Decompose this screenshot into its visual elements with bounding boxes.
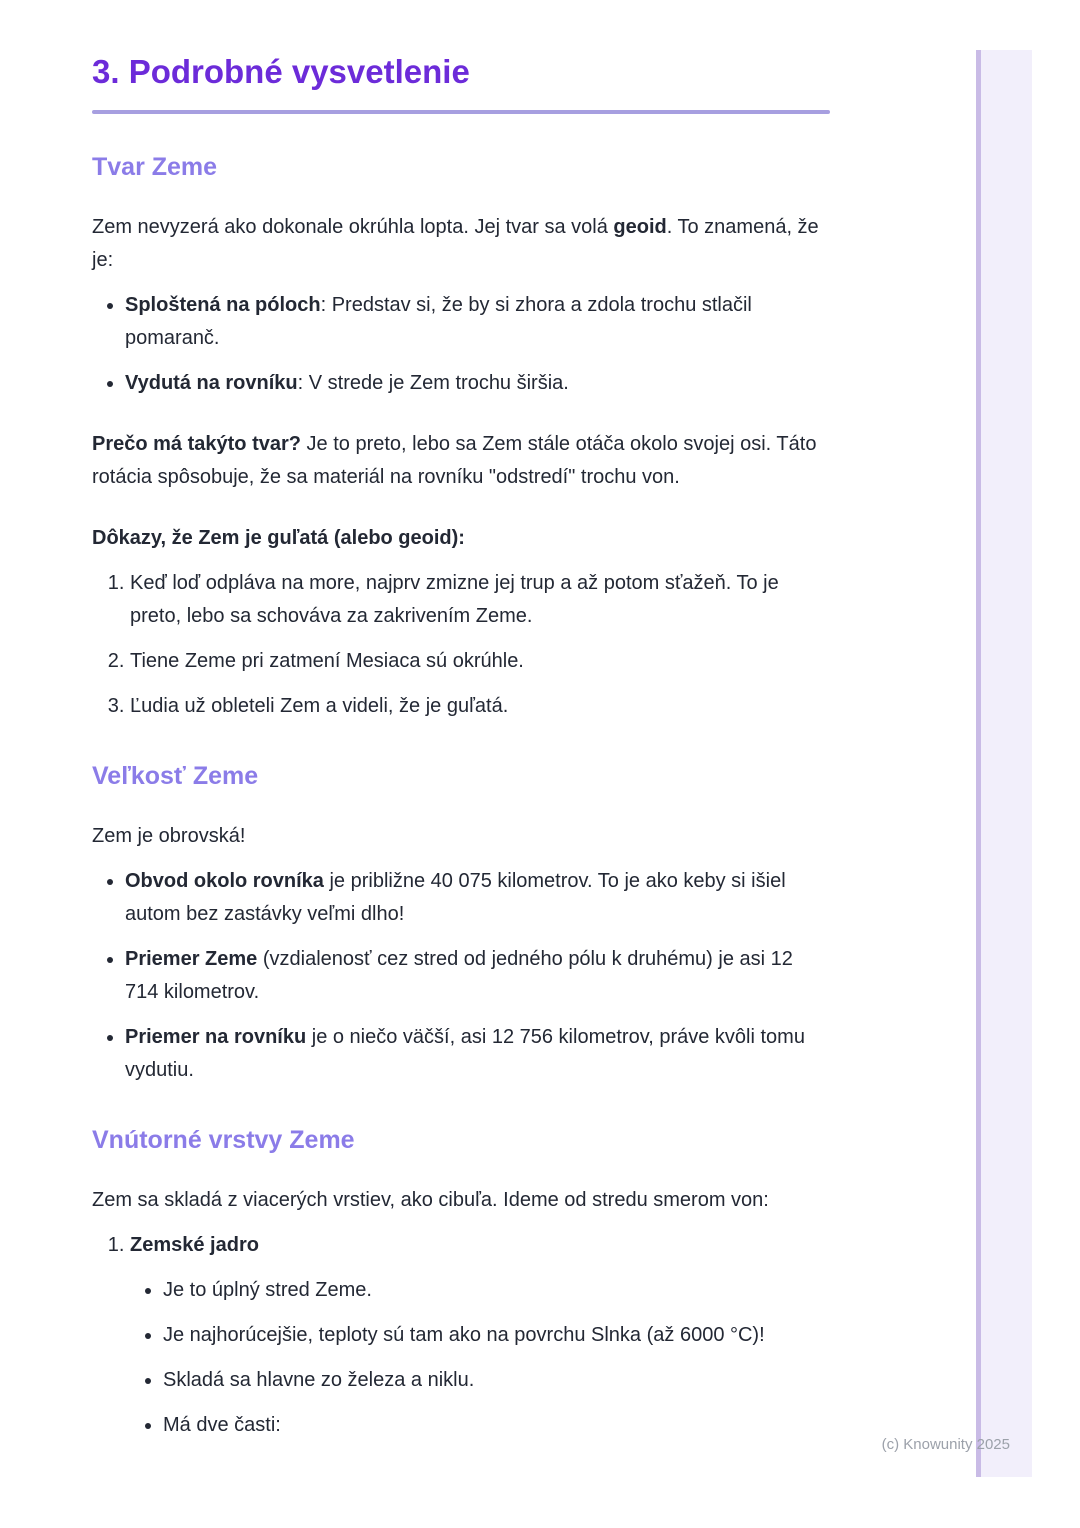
list-item-splostena: • Sploštená na póloch: Predstav si, že by si zhora a zdola trochu stlačil pomaranč. (125, 289, 830, 355)
list-item-vyduta: • Vydutá na rovníku: V strede je Zem trochu širšia. (125, 367, 830, 400)
list-item-lod: 1. Keď loď odpláva na more, najprv zmizne jej trup a až potom sťažeň. To je preto, lebo sa schováva za zakrivením Zeme. (130, 567, 830, 633)
paragraph-dokazy-lead: Dôkazy, že Zem je guľatá (alebo geoid): (92, 527, 465, 549)
copyright-watermark: (c) Knowunity 2025 (881, 1436, 1010, 1453)
title-divider (92, 110, 830, 114)
right-margin-strip (976, 50, 1032, 1477)
paragraph-intro-geoid: Zem nevyzerá ako dokonale okrúhla lopta. Jej tvar sa volá geoid. To znamená, že je: (92, 216, 819, 271)
list-item-zemske-jadro (130, 1229, 830, 1442)
bullet-list-velkost (92, 865, 830, 1087)
paragraph-zem-obrovska: Zem je obrovská! (92, 825, 246, 847)
list-item-priemer-zeme: • Priemer Zeme (vzdialenosť cez stred od jedného pólu k druhému) je asi 12 714 kilometrov. (125, 943, 830, 1009)
list-item-tiene: 2. Tiene Zeme pri zatmení Mesiaca sú okrúhle. (130, 645, 830, 678)
list-item-dve-casti: • Má dve časti: (163, 1409, 830, 1442)
section-heading-vnutorne-vrstvy: Vnútorné vrstvy Zeme (92, 1126, 355, 1154)
section-heading-velkost-zeme: Veľkosť Zeme (92, 762, 259, 790)
paragraph-vrstvy-intro: Zem sa skladá z viacerých vrstiev, ako cibuľa. Ideme od stredu smerom von: (92, 1189, 769, 1211)
numbered-list-dokazy (92, 567, 830, 723)
section-heading-tvar-zeme: Tvar Zeme (92, 153, 218, 181)
page-title: 3. Podrobné vysvetlenie (92, 53, 470, 90)
paragraph-preco-tvar: Prečo má takýto tvar? Je to preto, lebo sa Zem stále otáča okolo svojej osi. Táto rotácia spôsobuje, že sa materiál na rovníku "odstredí" trochu von. (92, 433, 817, 488)
list-item-priemer-rovnik: • Priemer na rovníku je o niečo väčší, asi 12 756 kilometrov, práve kvôli tomu vydutiu. (125, 1021, 830, 1087)
list-item-najhorucejsie: • Je najhorúcejšie, teploty sú tam ako na povrchu Slnka (až 6000 °C)! (163, 1319, 830, 1352)
list-item-ludia: 3. Ľudia už obleteli Zem a videli, že je guľatá. (130, 690, 830, 723)
document-content (92, 0, 830, 1454)
nested-bullet-list-jadro (130, 1274, 830, 1442)
list-item-stred-zeme: • Je to úplný stred Zeme. (163, 1274, 830, 1307)
numbered-list-vrstvy (92, 1229, 830, 1442)
list-item-zelezo-nikel: • Skladá sa hlavne zo železa a niklu. (163, 1364, 830, 1397)
list-item-zemske-jadro-label: Zemské jadro (130, 1234, 259, 1256)
list-item-obvod: • Obvod okolo rovníka je približne 40 075 kilometrov. To je ako keby si išiel autom bez zastávky veľmi dlho! (125, 865, 830, 931)
bullet-list-tvar (92, 289, 830, 400)
